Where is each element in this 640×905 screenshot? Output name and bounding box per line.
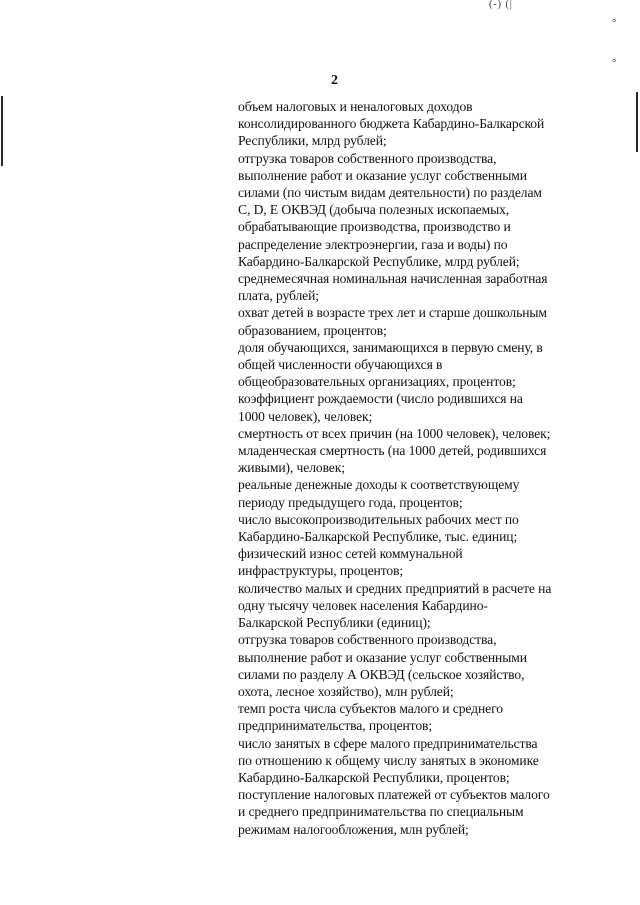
text-line: выполнение работ и оказание услуг собственными [238,167,527,183]
text-line: распределение электроэнергии, газа и воды) по [238,236,508,252]
text-line: по отношению к общему числу занятых в экономике [238,752,539,768]
text-line: общеобразовательных организациях, процентов; [238,374,516,390]
text-line: силами (по чистым видам деятельности) по разделам [238,185,542,201]
text-line: Кабардино-Балкарской Республике, млрд рублей; [238,253,520,269]
text-line: одну тысячу человек населения Кабардино- [238,597,488,613]
text-line: Кабардино-Балкарской Республике, тыс. единиц; [238,529,518,545]
text-line: C, D, E ОКВЭД (добыча полезных ископаемых, [238,202,510,218]
text-line: количество малых и средних предприятий в расчете на [238,580,552,596]
text-line: выполнение работ и оказание услуг собственными [238,649,527,665]
text-line: число занятых в сфере малого предпринимательства [238,735,538,751]
text-line: инфраструктуры, процентов; [238,563,404,579]
text-line: периоду предыдущего года, процентов; [238,494,463,510]
text-line: отгрузка товаров собственного производства, [238,150,497,166]
text-line: режимам налогообложения, млн рублей; [238,821,469,837]
text-line: охота, лесное хозяйство), млн рублей; [238,683,454,699]
text-line: темп роста числа субъектов малого и среднего [238,701,503,717]
text-line: отгрузка товаров собственного производства, [238,632,497,648]
text-line: общей численности обучающихся в [238,357,443,373]
indicator-list [238,98,610,838]
text-line: Кабардино-Балкарской Республики, процентов; [238,769,510,785]
text-line: коэффициент рождаемости (число родившихся на [238,391,523,407]
text-line: реальные денежные доходы к соответствующему [238,477,520,493]
text-line: среднемесячная номинальная начисленная заработная [238,271,548,287]
text-line: Республики, млрд рублей; [238,133,387,149]
text-line: 1000 человек), человек; [238,408,373,424]
scan-edge-right [636,92,638,152]
text-line: плата, рублей; [238,288,319,304]
text-line: физический износ сетей коммунальной [238,546,463,562]
text-line: охват детей в возрасте трех лет и старше дошкольным [238,305,547,321]
scan-mark-dot: ° [612,57,617,69]
scan-edge-left [1,96,3,166]
text-line: предпринимательства, процентов; [238,718,433,734]
scan-mark-dot: ° [612,17,617,29]
text-line: младенческая смертность (на 1000 детей, родившихся [238,443,547,459]
text-line: силами по разделу А ОКВЭД (сельское хозяйство, [238,666,525,682]
text-line: смертность от всех причин (на 1000 человек), человек; [238,425,551,441]
text-line: живыми), человек; [238,460,345,476]
text-line: образованием, процентов; [238,322,387,338]
text-line: объем налоговых и неналоговых доходов [238,99,473,114]
text-line: число высокопроизводительных рабочих мест по [238,511,519,527]
text-line: поступление налоговых платежей от субъектов малого [238,787,550,803]
text-line: доля обучающихся, занимающихся в первую смену, в [238,339,543,355]
text-line: Балкарской Республики (единиц); [238,615,431,631]
scan-mark-top: (-) (| [489,0,513,10]
page-number: 2 [331,73,338,88]
text-line: обрабатывающие производства, производство и [238,219,511,235]
text-line: консолидированного бюджета Кабардино-Балкарской [238,116,545,132]
text-line: и среднего предпринимательства по специальным [238,804,524,820]
